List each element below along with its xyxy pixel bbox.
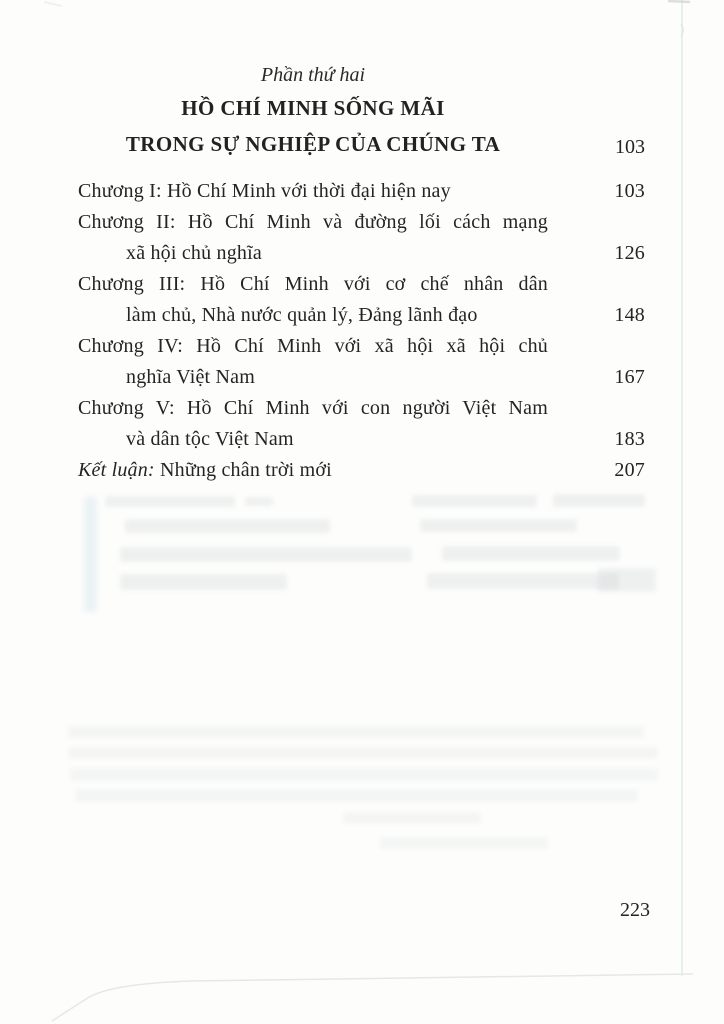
- toc-entry-line: [78, 238, 645, 269]
- toc-entry-text: Chương IV: Hồ Chí Minh với xã hội xã hội chủ: [78, 335, 548, 357]
- toc-entry-text: nghĩa Việt Nam: [126, 366, 255, 388]
- part-title-line-1: HỒ CHÍ MINH SỐNG MÃI: [181, 96, 445, 120]
- toc-entry-text: Chương I: Hồ Chí Minh với thời đại hiện nay: [78, 180, 451, 202]
- toc-entry-text: Chương V: Hồ Chí Minh với con người Việt Nam: [78, 397, 548, 419]
- toc-entry-line: [78, 207, 645, 238]
- toc-entry-text: Chương III: Hồ Chí Minh với cơ chế nhân dân: [78, 273, 548, 295]
- toc-page-number: 103: [614, 180, 645, 202]
- toc-entry-text: xã hội chủ nghĩa: [126, 242, 262, 264]
- toc-entry-line: [78, 455, 645, 486]
- toc-entry-text: Kết luận: Những chân trời mới: [78, 459, 332, 481]
- toc-page-number: 183: [614, 428, 645, 450]
- toc-entry-text: và dân tộc Việt Nam: [126, 428, 294, 450]
- toc-page-number: 148: [614, 304, 645, 326]
- page-number: 223: [620, 899, 650, 921]
- toc-entry-line: [78, 424, 645, 455]
- toc-page-number: [548, 331, 645, 362]
- toc-rows: [78, 176, 645, 486]
- toc-page-number: 167: [614, 366, 645, 388]
- toc-page-number: [548, 207, 645, 238]
- toc-entry-text: Chương II: Hồ Chí Minh và đường lối cách mạng: [78, 211, 548, 233]
- toc-entry-line: [78, 269, 645, 300]
- toc-entry-line: [78, 393, 645, 424]
- toc-entry-line: [78, 331, 645, 362]
- table-of-contents: [78, 60, 645, 486]
- part-page-number: 103: [615, 136, 645, 158]
- part-title: [78, 90, 645, 162]
- toc-entry-line: [78, 300, 645, 331]
- toc-entry-line: [78, 362, 645, 393]
- toc-entry-italic-prefix: Kết luận:: [78, 459, 155, 481]
- toc-entry-line: [78, 176, 645, 207]
- part-title-line-2: TRONG SỰ NGHIỆP CỦA CHÚNG TA: [125, 132, 501, 156]
- toc-page-number: 207: [614, 459, 645, 481]
- part-label: Phần thứ hai: [260, 64, 366, 86]
- toc-page-number: 126: [614, 242, 645, 264]
- toc-entry-text: làm chủ, Nhà nước quản lý, Đảng lãnh đạo: [126, 304, 478, 326]
- toc-page-number: [548, 393, 645, 424]
- toc-page-number: [548, 269, 645, 300]
